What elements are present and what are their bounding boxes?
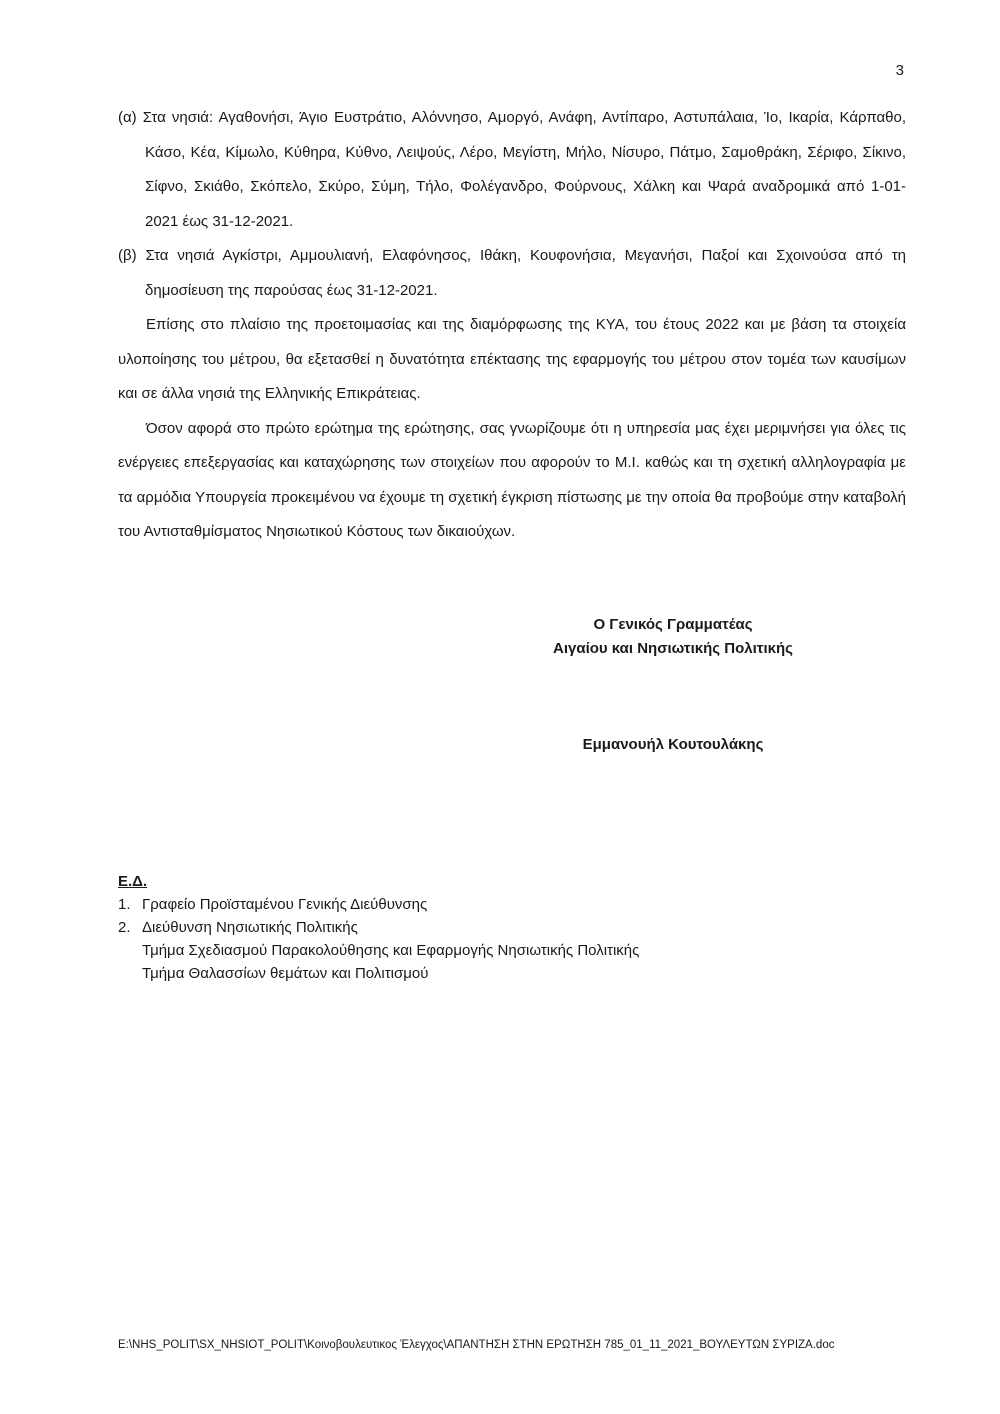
distribution-sub-entry: Τμήμα Θαλασσίων θεμάτων και Πολιτισμού [142, 965, 429, 982]
distribution-entry-text: Διεύθυνση Νησιωτικής Πολιτικής [142, 919, 358, 936]
internal-distribution [118, 870, 639, 985]
footer-file-path: E:\NHS_POLIT\SX_NHSIOT_POLIT\Κοινοβουλευτικος Έλεγχος\ΑΠΑΝΤΗΣΗ ΣΤΗΝ ΕΡΩΤΗΣΗ 785_01_11_2021_ΒΟΥΛΕΥΤΩΝ ΣΥΡΙΖΑ.doc [118, 1339, 835, 1351]
distribution-sub-entry: Τμήμα Σχεδιασμού Παρακολούθησης και Εφαρμογής Νησιωτικής Πολιτικής [142, 942, 640, 959]
signature-title-line1: Ο Γενικός Γραμματέας [593, 616, 753, 633]
distribution-entry [118, 916, 639, 939]
list-item-b: (β) Στα νησιά Αγκίστρι, Αμμουλιανή, Ελαφόνησος, Ιθάκη, Κουφονήσια, Μεγανήσι, Παξοί και Σχοινούσα από τη δημοσίευση της παρούσας έως 31-12-2021. [118, 247, 906, 299]
list-item-a: (α) Στα νησιά: Αγαθονήσι, Άγιο Ευστράτιο, Αλόννησο, Αμοργό, Ανάφη, Αντίπαρο, Αστυπάλαια, Ίο, Ικαρία, Κάρπαθο, Κάσο, Κέα, Κίμωλο, Κύθηρα, Κύθνο, Λειψούς, Λέρο, Μεγίστη, Μήλο, Νίσυρο, Πάτμο, Σαμοθράκη, Σέριφο, Σίκινο, Σίφνο, Σκιάθο, Σκόπελο, Σκύρο, Σύμη, Τήλο, Φολέγανδρο, Φούρνους, Χάλκη και Ψαρά αναδρομικά από 1-01-2021 έως 31-12-2021. [118, 109, 906, 230]
paragraph-kya-extension: Επίσης στο πλαίσιο της προετοιμασίας και της διαμόρφωσης της ΚΥΑ, του έτους 2022 και με βάση τα στοιχεία υλοποίησης του μέτρου, θα εξετασθεί η δυνατότητα επέκτασης της εφαρμογής του μέτρου στον τομέα των καυσίμων και σε άλλα νησιά της Ελληνικής Επικράτειας. [118, 316, 906, 402]
signer-name: Εμμανουήλ Κουτουλάκης [582, 736, 764, 753]
signature-title-block [490, 613, 856, 661]
paragraph-first-question-answer: Όσον αφορά στο πρώτο ερώτημα της ερώτησης, σας γνωρίζουμε ότι η υπηρεσία μας έχει μεριμνήσει για όλες τις ενέργειες επεξεργασίας και καταχώρησης των στοιχείων που αφορούν το Μ.Ι. καθώς και τη σχετική αλληλογραφία με τα αρμόδια Υπουργεία προκειμένου να έχουμε τη σχετική έγκριση πίστωσης με την οποία θα προβούμε στην καταβολή του Αντισταθμίσματος Νησιωτικού Κόστους των δικαιούχων. [118, 419, 906, 540]
signature-title-line2: Αιγαίου και Νησιωτικής Πολιτικής [553, 640, 793, 657]
distribution-entry-number: 2. [118, 919, 131, 936]
distribution-title: Ε.Δ. [118, 873, 148, 890]
distribution-entry [118, 893, 639, 916]
page-number: 3 [895, 62, 904, 79]
letter-body [118, 101, 906, 550]
distribution-entry-text: Γραφείο Προϊσταμένου Γενικής Διεύθυνσης [142, 896, 428, 913]
distribution-entry-number: 1. [118, 896, 131, 913]
